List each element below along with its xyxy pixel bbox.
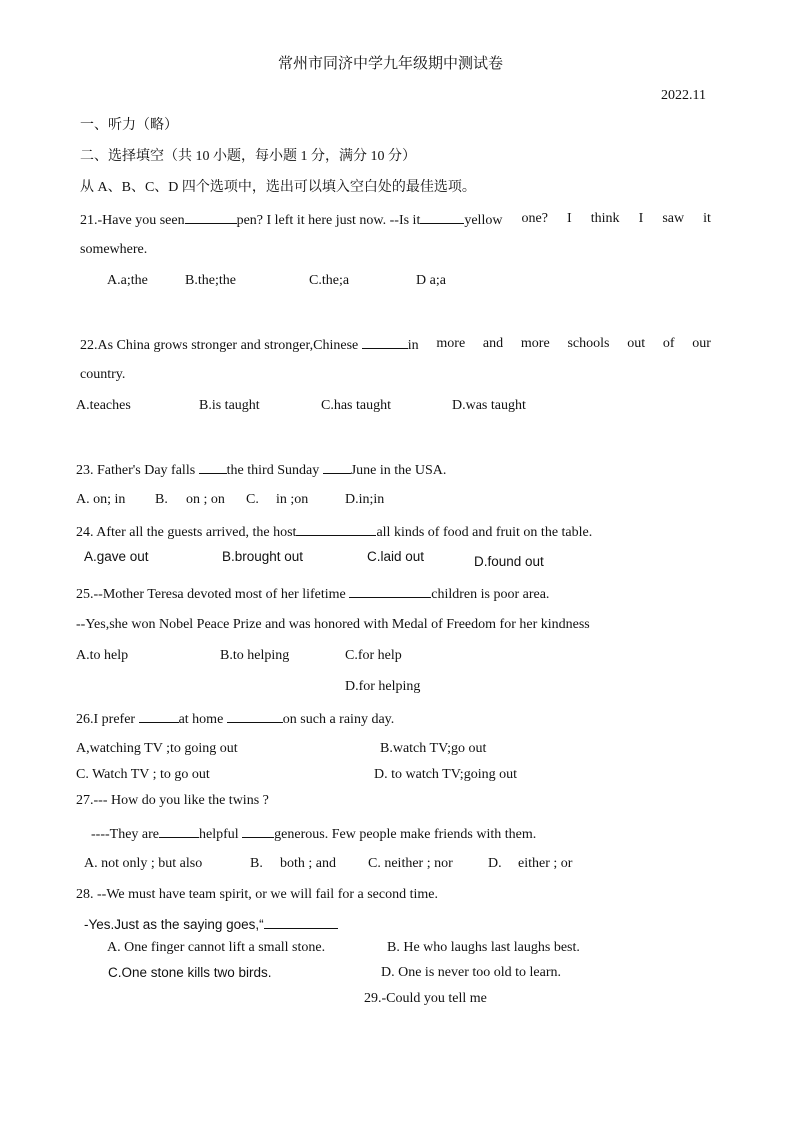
q21-blank-1 xyxy=(185,210,237,224)
q28-option-d: D. One is never too old to learn. xyxy=(381,965,562,980)
q27-text-d: generous. Few people make friends with them. xyxy=(274,827,537,842)
q21-blank-2 xyxy=(420,210,464,224)
q22-text-a: 22.As China grows stronger and stronger,Chinese xyxy=(80,338,359,353)
q21-line2: somewhere. xyxy=(80,242,148,257)
q22-line1 xyxy=(80,335,711,355)
q22-word-e: more xyxy=(520,336,550,351)
q24-line1 xyxy=(76,522,592,542)
q27-option-d: either ; or xyxy=(518,856,573,871)
q23-line1 xyxy=(76,460,446,480)
q26-line1 xyxy=(76,709,394,729)
q24-option-b: B.brought out xyxy=(222,549,304,564)
q27-text-b: ----They are xyxy=(91,827,160,842)
q26-text-c: on such a rainy day. xyxy=(282,712,395,727)
q27-option-a: A. not only ; but also xyxy=(84,856,203,871)
q23-text-c: June in the USA. xyxy=(350,463,447,478)
q22-blank xyxy=(362,335,408,349)
q21-word-g: I xyxy=(638,211,644,226)
q23-option-c: in ;on xyxy=(276,492,309,507)
q22-option-a: A.teaches xyxy=(76,398,131,413)
q23-option-c-letter: C. xyxy=(246,492,259,507)
q28-option-b: B. He who laughs last laughs best. xyxy=(387,940,580,955)
q27-option-d-letter: D. xyxy=(488,856,502,871)
q27-option-b-letter: B. xyxy=(250,856,263,871)
q23-option-b: on ; on xyxy=(186,492,225,507)
section-listening: 一、听力（略） xyxy=(80,118,178,133)
q25-option-d: D.for helping xyxy=(345,679,421,694)
q22-word-d: and xyxy=(482,336,504,351)
q21-text-a: 21.-Have you seen xyxy=(80,213,185,228)
q22-word-f: schools xyxy=(567,336,610,351)
q26-option-a: A,watching TV ;to going out xyxy=(76,741,238,756)
q22-option-c: C.has taught xyxy=(321,398,391,413)
q22-word-h: of xyxy=(662,336,675,351)
q28-blank xyxy=(264,915,338,929)
q27-line1: 27.--- How do you like the twins ? xyxy=(76,793,269,808)
q21-word-f: think xyxy=(590,211,620,226)
q21-text-c: yellow xyxy=(464,213,503,228)
q28-option-a: A. One finger cannot lift a small stone. xyxy=(107,940,326,955)
q25-blank xyxy=(349,584,431,598)
q23-blank-2 xyxy=(323,460,351,474)
q23-text-a: 23. Father's Day falls xyxy=(76,463,196,478)
q22-option-d: D.was taught xyxy=(452,398,526,413)
q22-line2: country. xyxy=(80,367,126,382)
q25-option-b: B.to helping xyxy=(220,648,290,663)
q27-blank-2 xyxy=(242,824,274,838)
q26-option-d: D. to watch TV;going out xyxy=(374,767,517,782)
q25-line1 xyxy=(76,584,549,604)
q23-blank-1 xyxy=(199,460,227,474)
q21-option-a: A.a;the xyxy=(107,273,148,288)
q26-text-b: at home xyxy=(178,712,224,727)
q24-option-c: C.laid out xyxy=(367,549,425,564)
q21-option-c: C.the;a xyxy=(309,273,350,288)
q26-blank-2 xyxy=(227,709,283,723)
q21-line1 xyxy=(80,210,711,230)
q26-blank-1 xyxy=(139,709,179,723)
q27-blank-1 xyxy=(159,824,199,838)
q24-option-a: A.gave out xyxy=(84,549,149,564)
q22-word-i: our xyxy=(692,336,711,351)
q26-option-c: C. Watch TV ; to go out xyxy=(76,767,210,782)
q21-word-h: saw xyxy=(662,211,685,226)
q28-text-b: -Yes.Just as the saying goes,“ xyxy=(84,917,264,932)
q24-option-d: D.found out xyxy=(474,554,544,569)
instruction: 从 A、B、C、D 四个选项中，选出可以填入空白处的最佳选项。 xyxy=(80,180,476,195)
q27-text-c: helpful xyxy=(199,827,239,842)
section-choice: 二、选择填空（共 10 小题，每小题 1 分，满分 10 分） xyxy=(80,149,416,164)
q21-word-e: I xyxy=(567,211,572,226)
q26-option-b: B.watch TV;go out xyxy=(380,741,487,756)
q29-line1: 29.-Could you tell me xyxy=(364,991,487,1006)
exam-date: 2022.11 xyxy=(661,88,706,103)
q22-option-b: B.is taught xyxy=(199,398,260,413)
q23-text-b: the third Sunday xyxy=(226,463,320,478)
q25-option-c: C.for help xyxy=(345,648,402,663)
q22-word-c: more xyxy=(436,336,466,351)
q28-line2 xyxy=(84,915,338,934)
q21-option-b: B.the;the xyxy=(185,273,236,288)
q28-line1: 28. --We must have team spirit, or we will fail for a second time. xyxy=(76,887,438,902)
q24-blank xyxy=(296,522,376,536)
q27-option-b: both ; and xyxy=(280,856,336,871)
q23-option-a: A. on; in xyxy=(76,492,126,507)
q21-word-d: one? xyxy=(521,211,548,226)
q23-option-d: D.in;in xyxy=(345,492,385,507)
q28-option-c: C.One stone kills two birds. xyxy=(108,965,272,980)
q26-text-a: 26.I prefer xyxy=(76,712,136,727)
page-title: 常州市同济中学九年级期中测试卷 xyxy=(278,56,504,72)
q21-option-d: D a;a xyxy=(416,273,446,288)
q25-text-b: children is poor area. xyxy=(431,587,550,602)
q27-line2 xyxy=(91,824,536,844)
q25-option-a: A.to help xyxy=(76,648,129,663)
q22-word-g: out xyxy=(627,336,646,351)
q22-text-b: in xyxy=(407,338,419,353)
q25-text-a: 25.--Mother Teresa devoted most of her lifetime xyxy=(76,587,346,602)
q21-word-i: it xyxy=(703,211,711,226)
q27-option-c: C. neither ; nor xyxy=(368,856,453,871)
q25-line2: --Yes,she won Nobel Peace Prize and was honored with Medal of Freedom for her kindness xyxy=(76,617,590,632)
q21-text-b: pen? I left it here just now. --Is it xyxy=(236,213,421,228)
q24-text-a: 24. After all the guests arrived, the host xyxy=(76,525,297,540)
q24-text-b: all kinds of food and fruit on the table. xyxy=(376,525,593,540)
q23-option-b-letter: B. xyxy=(155,492,168,507)
